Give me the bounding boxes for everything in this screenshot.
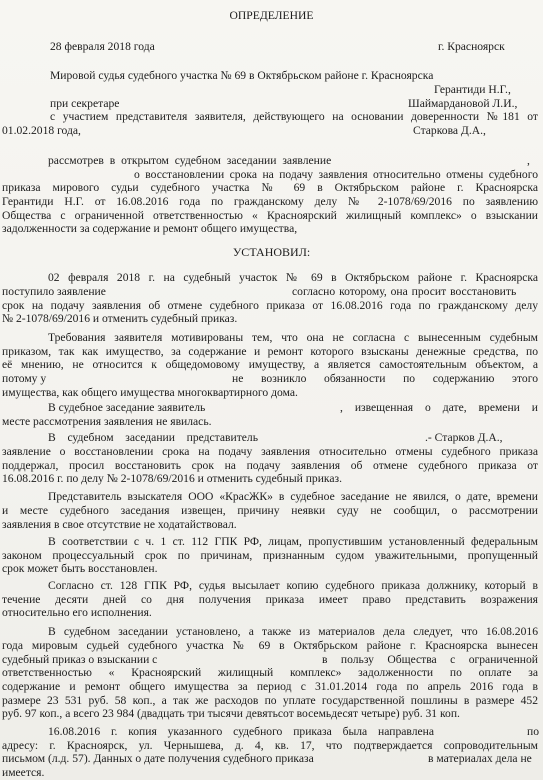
p8-line-3b: в пользу Общества с ограниченной: [322, 653, 538, 666]
p1-line-4: № 2-1078/69/2016 и отменить судебный приказ.: [2, 312, 238, 325]
considering-line-2: о восстановлении срока на подачу заявления относительно отмены судебного: [134, 168, 538, 181]
considering-line-3: приказа мирового судьи судебного участка № 69 в Октябрьском районе г. Красноярска: [2, 181, 538, 194]
document-date: 28 февраля 2018 года: [50, 40, 155, 53]
p7-line-1: Согласно ст. 128 ГПК РФ, судья высылает копию судебного приказа должнику, который в: [48, 579, 538, 592]
p5-line-2: и месте судебного заседания извещен, причину неявки суду не сообщил, о рассмотрении: [2, 504, 538, 517]
considering-line-1b: ,: [527, 154, 530, 167]
p8-line-6: размере 23 531 руб. 58 коп., а так же расходов по уплате государственной пошлины в размере 452: [2, 694, 538, 707]
p2-line-4a: потому у: [2, 372, 47, 385]
p2-line-1: Требования заявителя мотивированы тем, что она не согласна с вынесенным судебным: [48, 331, 538, 344]
p3-line-1a: В судебное заседание заявитель: [48, 401, 206, 414]
p4-line-3: поддержал, просил восстановить срок на подачу заявления об отмене судебного приказа от: [2, 459, 538, 472]
secretary-name: Шаймардановой Л.И.,: [408, 97, 518, 110]
judge-name: Герантиди Н.Г.,: [434, 83, 511, 96]
p9-line-4a: письмом (л.д. 57). Данных о дате получения судебного приказа: [2, 752, 314, 765]
p1-line-3: срок на подачу заявления об отмене судебного приказа от 16.08.2016 года по гражданскому делу: [2, 299, 538, 312]
p3-line-1b: , извещенная о дате, времени и: [340, 401, 538, 414]
p9-line-2: по: [527, 725, 540, 738]
representative-date: 01.02.2018 года,: [2, 124, 81, 137]
p7-line-3: относительно его исполнения.: [2, 606, 152, 619]
considering-line-4: Герантиди Н.Г. от 16.08.2016 года по гражданскому делу № 2-1078/69/2016 по заявлению: [2, 195, 538, 208]
p4-line-1a: В судебном заседании представитель: [48, 431, 258, 444]
p1-line-2b: согласно которому, она просит восстановить: [292, 285, 517, 298]
p1-line-2a: поступило заявление: [2, 285, 106, 298]
p6-line-2: законом процессуальный срок по причинам, признанным судом уважительными, пропущенный: [2, 549, 538, 562]
p6-line-3: срок может быть восстановлен.: [2, 562, 158, 575]
p8-line-5: содержание и ремонт общего имущества за период с 31.01.2014 года по апрель 2016 года в: [2, 680, 538, 693]
document-city: г. Красноярск: [438, 40, 505, 53]
p8-line-1: В судебном заседании установлено, а также из материалов дела следует, что 16.08.2016: [48, 625, 538, 638]
p4-line-2: заявление о восстановлении срока на подачу заявления относительно отмены судебного приказа: [2, 445, 538, 458]
p2-line-5: имущества, как общего имущества многоквартирного дома.: [2, 386, 298, 399]
representative-line: с участием представителя заявителя, действующего на основании доверенности №181 от: [50, 110, 538, 123]
p9-line-1: 16.08.2016 г. копия указанного судебного приказа была направлена: [48, 725, 434, 738]
p8-line-7: руб. 97 коп., а всего 23 984 (двадцать три тысячи девятьсот восемьдесят четыре) руб. 31 коп.: [2, 707, 460, 720]
court-line: Мировой судья судебного участка № 69 в Октябрьском районе г. Красноярска: [50, 69, 434, 82]
p6-line-1: В соответствии с ч. 1 ст. 112 ГПК РФ, лицам, пропустившим установленный федеральным: [48, 535, 538, 548]
p1-line-1: 02 февраля 2018 г. на судебный участок № 69 в Октябрьском районе г. Красноярска: [48, 271, 538, 284]
p4-line-1b: .- Старков Д.А.,: [425, 431, 503, 444]
section-established: УСТАНОВИЛ:: [232, 245, 311, 259]
p9-line-4b: в материалах дела не: [428, 752, 532, 765]
p2-line-3: её мнению, не относится к общедомовому имуществу, а является самостоятельным объектом, а: [2, 358, 538, 371]
p7-line-2: течение десяти дней со дня получения приказа имеет право представить возражения: [2, 593, 538, 606]
representative-name: Старкова Д.А.,: [413, 124, 486, 137]
p8-line-2: года мировым судьей судебного участка № 69 в Октябрьском районе г. Красноярска вынесен: [2, 639, 538, 652]
considering-line-1a: рассмотрев в открытом судебном заседании заявление: [48, 154, 332, 167]
p5-line-3: заявления в свое отсутствие не ходатайствовал.: [2, 518, 237, 531]
p2-line-4b: не возникло обязанности по содержанию этого: [232, 372, 538, 385]
document-title: ОПРЕДЕЛЕНИЕ: [229, 9, 314, 22]
p5-line-1: Представитель взыскателя ООО «КрасЖК» в судебное заседание не явился, о дате, времени: [48, 490, 538, 503]
considering-line-5: Общества с ограниченной ответственностью « Красноярский жилищный комплекс» о взыскании: [2, 209, 538, 222]
p8-line-4: ответственностью « Красноярский жилищный комплекс» задолженности по оплате за: [2, 666, 538, 679]
considering-line-6: задолженности за содержание и ремонт общего имущества,: [2, 222, 298, 235]
p9-line-3-visible: адресу: г. Красноярск, ул. Чернышева, д. 4, кв. 17, что подтверждается сопроводительным: [2, 739, 538, 752]
p2-line-2: приказом, так как имущество, за содержание и ремонт которого взысканы денежные средства, по: [2, 345, 538, 358]
secretary-label: при секретаре: [50, 97, 120, 110]
p8-line-3a: судебный приказ о взыскании с: [2, 653, 158, 666]
p9-line-5: имеется.: [2, 766, 45, 779]
p3-line-2: месте рассмотрения заявления не явилась.: [2, 415, 212, 428]
p4-line-4: 16.08.2016 г. по делу № 2-1078/69/2016 и отменить судебный приказ.: [2, 472, 343, 485]
